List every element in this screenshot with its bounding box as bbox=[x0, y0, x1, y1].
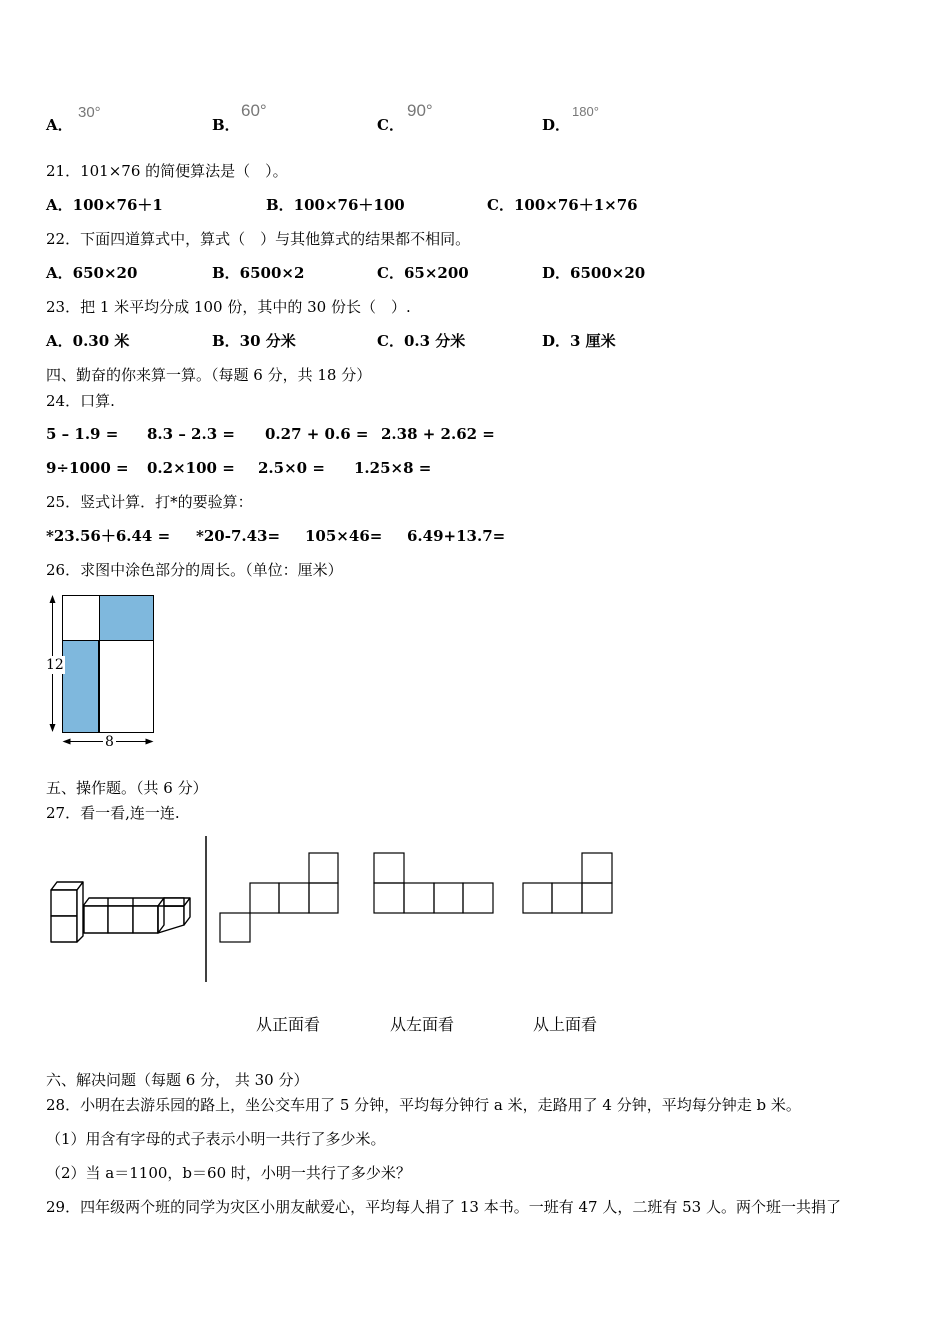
q26-shaded-top-right bbox=[100, 596, 154, 641]
q23-option-c: C．0.3 分米 bbox=[377, 332, 466, 350]
q25-item-1: *23.56＋6.44 = bbox=[46, 527, 171, 545]
q20-option-c-letter: C． bbox=[377, 116, 404, 134]
q21-option-a: A．100×76＋1 bbox=[46, 196, 163, 214]
section-4-heading: 四、勤奋的你来算一算。（每题 6 分，共 18 分） bbox=[46, 366, 372, 384]
q22-option-a: A．650×20 bbox=[46, 264, 138, 282]
q20-option-d-letter: D． bbox=[542, 116, 571, 134]
q27-view-a bbox=[218, 851, 343, 946]
q28-part-1: （1）用含有字母的式子表示小明一共行了多少米。 bbox=[46, 1130, 386, 1148]
q21-stem: 21．101×76 的简便算法是（ ）。 bbox=[46, 162, 288, 180]
q26-width-label: 8 bbox=[105, 734, 114, 750]
q20-option-c-angle: 90° bbox=[407, 101, 433, 120]
q23-option-a: A．0.30 米 bbox=[46, 332, 130, 350]
q28-stem: 28．小明在去游乐园的路上，坐公交车用了 5 分钟，平均每分钟行 a 米，走路用了 4 分钟，平均每分钟走 b 米。 bbox=[46, 1096, 801, 1114]
q26-width-arrow-right bbox=[146, 739, 154, 745]
q27-divider bbox=[204, 836, 208, 986]
q20-option-a-letter: A． bbox=[46, 116, 73, 134]
q24-row1-item-3: 0.27 + 0.6 = bbox=[265, 425, 369, 443]
q24-row2-item-3: 2.5×0 = bbox=[258, 459, 325, 477]
q25-item-2: *20-7.43= bbox=[196, 527, 281, 545]
q27-view-c bbox=[521, 851, 616, 916]
q27-caption-front: 从正面看 bbox=[256, 1015, 321, 1034]
section-6-heading: 六、解决问题（每题 6 分， 共 30 分） bbox=[46, 1071, 309, 1089]
q22-option-d: D．6500×20 bbox=[542, 264, 646, 282]
q26-width-arrow-left bbox=[63, 739, 71, 745]
q27-caption-left: 从左面看 bbox=[390, 1015, 455, 1034]
q24-row1-item-4: 2.38 + 2.62 = bbox=[381, 425, 495, 443]
q26-height-arrow-bottom bbox=[50, 724, 56, 732]
q26-height-arrow-top bbox=[50, 595, 56, 603]
q23-stem: 23．把 1 米平均分成 100 份，其中的 30 份长（ ）. bbox=[46, 298, 411, 316]
q24-row1-item-1: 5 – 1.9 = bbox=[46, 425, 119, 443]
q27-stem: 27．看一看,连一连. bbox=[46, 804, 180, 822]
q21-option-c: C．100×76＋1×76 bbox=[487, 196, 638, 214]
q22-option-b: B．6500×2 bbox=[212, 264, 305, 282]
q28-part-2: （2）当 a＝1100，b＝60 时，小明一共行了多少米？ bbox=[46, 1164, 411, 1182]
q27-view-b bbox=[372, 851, 497, 916]
q21-option-b: B．100×76＋100 bbox=[266, 196, 405, 214]
q27-caption-top: 从上面看 bbox=[533, 1015, 598, 1034]
q25-stem: 25．竖式计算．打*的要验算： bbox=[46, 493, 253, 511]
q27-cube-solid bbox=[48, 878, 188, 958]
q25-item-3: 105×46= bbox=[305, 527, 383, 545]
q26-stem: 26．求图中涂色部分的周长。（单位：厘米） bbox=[46, 561, 343, 579]
q22-option-c: C．65×200 bbox=[377, 264, 469, 282]
q23-option-b: B．30 分米 bbox=[212, 332, 296, 350]
q20-option-b-letter: B． bbox=[212, 116, 240, 134]
q24-row1-item-2: 8.3 – 2.3 = bbox=[147, 425, 235, 443]
section-5-heading: 五、操作题。（共 6 分） bbox=[46, 779, 208, 797]
q24-stem: 24．口算. bbox=[46, 392, 115, 410]
q26-figure bbox=[40, 590, 200, 760]
q26-shaded-left bbox=[63, 641, 99, 733]
q29-stem: 29．四年级两个班的同学为灾区小朋友献爱心，平均每人捐了 13 本书。一班有 47 人，二班有 53 人。两个班一共捐了 bbox=[46, 1198, 841, 1216]
q20-option-a-angle: 30° bbox=[78, 104, 101, 121]
q24-row2-item-1: 9÷1000 = bbox=[46, 459, 129, 477]
q24-row2-item-4: 1.25×8 = bbox=[354, 459, 432, 477]
q23-option-d: D．3 厘米 bbox=[542, 332, 616, 350]
q24-row2-item-2: 0.2×100 = bbox=[147, 459, 235, 477]
q20-option-d-angle: 180° bbox=[572, 104, 599, 119]
q22-stem: 22．下面四道算式中，算式（ ）与其他算式的结果都不相同。 bbox=[46, 230, 471, 248]
q20-option-b-angle: 60° bbox=[241, 101, 267, 120]
q26-height-label: 12 bbox=[46, 657, 64, 673]
q25-item-4: 6.49+13.7= bbox=[407, 527, 506, 545]
